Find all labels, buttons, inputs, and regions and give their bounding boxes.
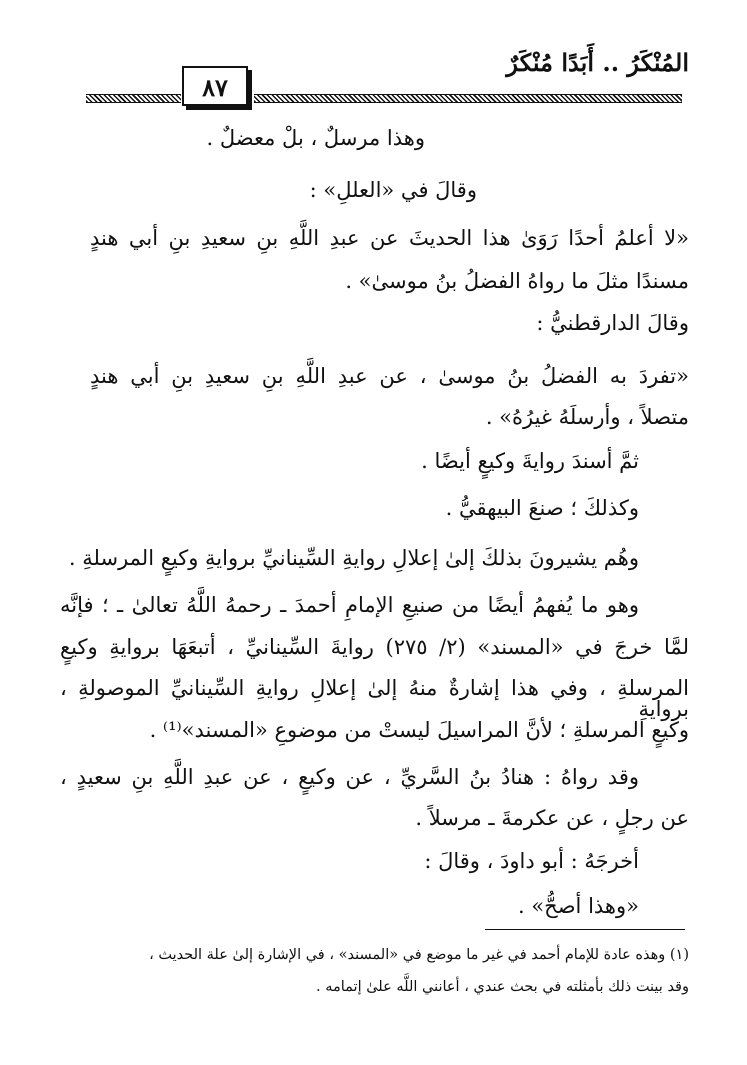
- footnote-line: وقد بينت ذلك بأمثلته في بحث عندي ، أعانني اللَّه علىٰ إتمامه .: [315, 979, 689, 995]
- body-line: «لا أعلمُ أحدًا رَوَىٰ هذا الحديثَ عن عبدِ اللَّهِ بنِ سعيدِ بنِ أبي هندٍ: [90, 226, 689, 250]
- header-rule-left: [86, 94, 181, 103]
- body-line: وقالَ في «العللِ» :: [309, 178, 477, 202]
- body-line: وقالَ الدارقطنيُّ :: [536, 311, 689, 335]
- footnote-line: (١) وهذه عادة للإمام أحمد في غير ما موضع في «المسند» ، في الإشارة إلىٰ علة الحديث ،: [149, 947, 689, 963]
- body-line: مسندًا مثلَ ما رواهُ الفضلُ بنُ موسىٰ» .: [345, 269, 689, 293]
- footnote-separator: [485, 929, 685, 930]
- body-line: ثمَّ أسندَ روايةَ وكيعٍ أيضًا .: [421, 449, 639, 473]
- running-title: المُنْكَرُ .. أَبَدًا مُنْكَرٌ: [506, 48, 689, 77]
- body-line: المرسلةِ ، وفي هذا إشارةٌ منهُ إلىٰ إعلالِ روايةِ السِّينانيِّ الموصولةِ ، بروايةِ: [60, 676, 689, 721]
- body-line: وهو ما يُفهمُ أيضًا من صنيعِ الإمامِ أحمدَ ـ رحمهُ اللَّهُ تعالىٰ ـ ؛ فإنَّه: [60, 593, 639, 617]
- body-line: «وهذا أصحُّ» .: [517, 894, 639, 918]
- body-line: متصلاً ، وأرسلَهُ غيرُهُ» .: [485, 405, 689, 429]
- body-line: وكيعٍ المرسلةِ ؛ لأنَّ المراسيلَ ليستْ من موضوعِ «المسند»⁽¹⁾ .: [149, 718, 689, 742]
- body-line: «تفردَ به الفضلُ بنُ موسىٰ ، عن عبدِ اللَّهِ بنِ سعيدِ بنِ أبي هندٍ: [90, 364, 689, 388]
- body-line: لمَّا خرجَ في «المسند» (٢/ ٢٧٥) روايةَ السِّينانيِّ ، أتبعَهَا بروايةِ وكيعٍ: [60, 635, 689, 659]
- page-number: ٨٧: [182, 66, 248, 106]
- body-line: أخرجَهُ : أبو داودَ ، وقالَ :: [424, 849, 639, 873]
- body-line: وكذلكَ ؛ صنعَ البيهقيُّ .: [445, 496, 639, 520]
- body-line: عن رجلٍ ، عن عكرمةَ ـ مرسلاً .: [415, 806, 689, 830]
- body-line: وهذا مرسلٌ ، بلْ معضلٌ .: [206, 126, 425, 150]
- body-line: وقد رواهُ : هنادُ بنُ السَّريِّ ، عن وكيعٍ ، عن عبدِ اللَّهِ بنِ سعيدٍ ،: [60, 765, 639, 789]
- header-rule-right: [254, 94, 682, 103]
- body-line: وهُم يشيرونَ بذلكَ إلىٰ إعلالِ روايةِ السِّينانيِّ بروايةِ وكيعٍ المرسلةِ .: [68, 546, 639, 570]
